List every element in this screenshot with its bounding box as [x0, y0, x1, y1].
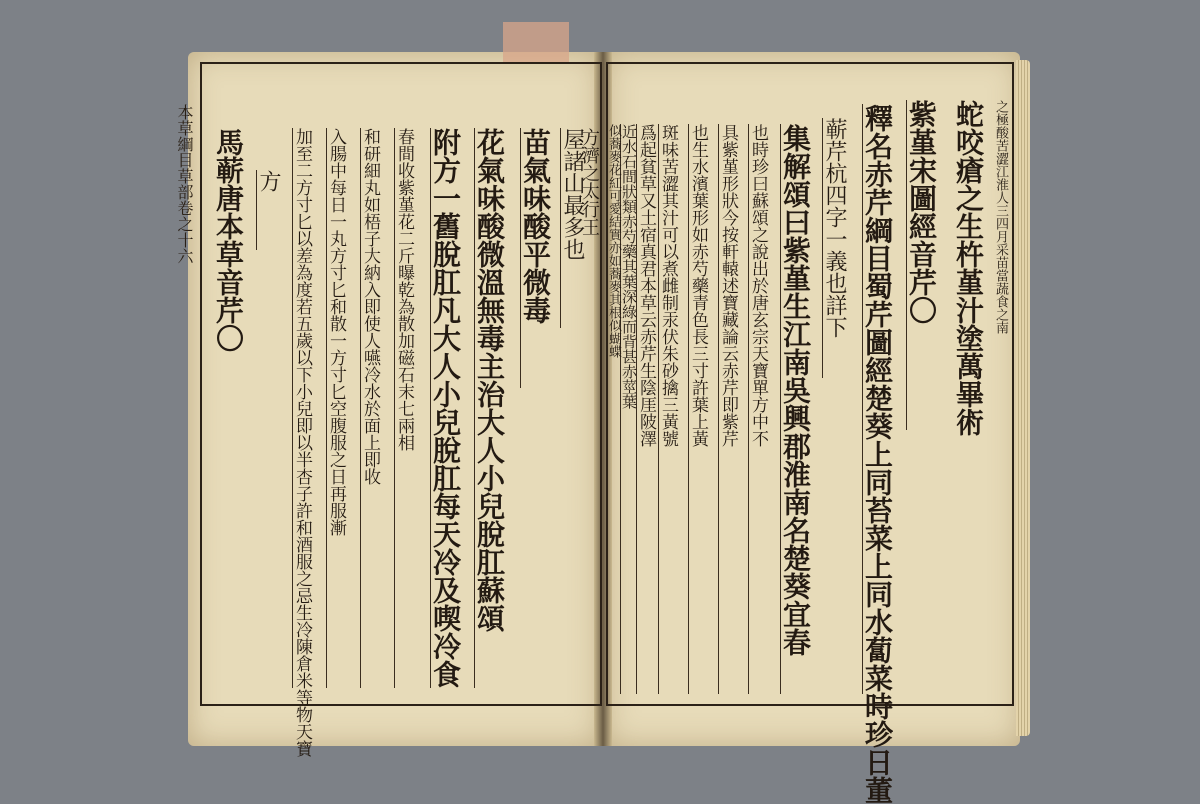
text-column: 加至二方寸匕以差為度若五歲以下小兒即以半杏子許和酒服之忌生冷陳倉米等物天寶 — [292, 128, 312, 757]
left-margin-title: 本草綱目草部卷之十六 — [175, 104, 194, 264]
text-column: 似蕎麥花紅可愛結實亦如蕎麥其根似蝴蝶 — [606, 124, 621, 358]
text-column: 近水石間狀類赤芍藥其葉深綠而背甚赤莖葉 — [620, 124, 636, 694]
text-column-prescription: 附方一舊脫肛凡大人小兒脫肛每天冷及喫冷食 — [429, 128, 462, 688]
text-column-explanation: 集解頌曰紫堇生江南吳興郡淮南名楚葵宜春 — [780, 124, 809, 694]
text-column: 也時珍曰蘇頌之說出於唐玄宗天寶單方中不 — [748, 124, 766, 694]
text-column: 入腸中每日一丸方寸匕和散一方寸匕空腹服之日再服漸 — [326, 128, 344, 688]
text-column-sprout: 苗氣味酸平微毒 — [520, 128, 549, 388]
text-column: 也生水濱葉形如赤芍藥青色長三寸許葉上黃 — [688, 124, 706, 694]
text-column-names: 釋名赤芹綱目蜀芹圖經楚葵上同苔菜上同水蔔菜時珍日董 — [861, 104, 894, 804]
entry-title-maqin: 馬蕲唐本草音芹〇 — [212, 128, 245, 352]
text-column: 春間收紫堇花二斤曝乾為散加磁石末七兩相 — [394, 128, 412, 688]
text-column: 方濟之太行王 — [579, 128, 600, 236]
text-column-snakebite: 蛇咬瘡之生杵堇汁塗萬畢術 — [952, 100, 985, 436]
entry-title-zijin: 紫堇宋圖經音芹〇 — [906, 100, 935, 430]
text-column: 爲起貧草又土宿真君本草云赤芹生陰厓陂澤 — [636, 124, 654, 694]
text-column: 方 — [256, 170, 279, 250]
library-seal — [503, 22, 569, 62]
text-column-flower: 花氣味酸微溫無毒主治大人小兒脫肛蘇頌 — [474, 128, 503, 688]
text-column: 蕲芹杭四字一義也詳下 — [822, 118, 845, 378]
text-column: 斑味苦澀其汁可以煮雌制汞伏朱砂擒三黃號 — [658, 124, 676, 694]
text-column: 具紫堇形狀今按軒轅述寶藏論云赤芹即紫芹 — [718, 124, 736, 694]
text-column: 和研細丸如梧子大納入即使人嚥冷水於面上即收 — [360, 128, 378, 688]
text-column: 之極酸苦澀江淮人三四月采苗當蔬食之南 — [993, 100, 1008, 334]
page-edges — [1016, 60, 1030, 736]
text-column: 屋諸山最多也 — [560, 128, 583, 328]
